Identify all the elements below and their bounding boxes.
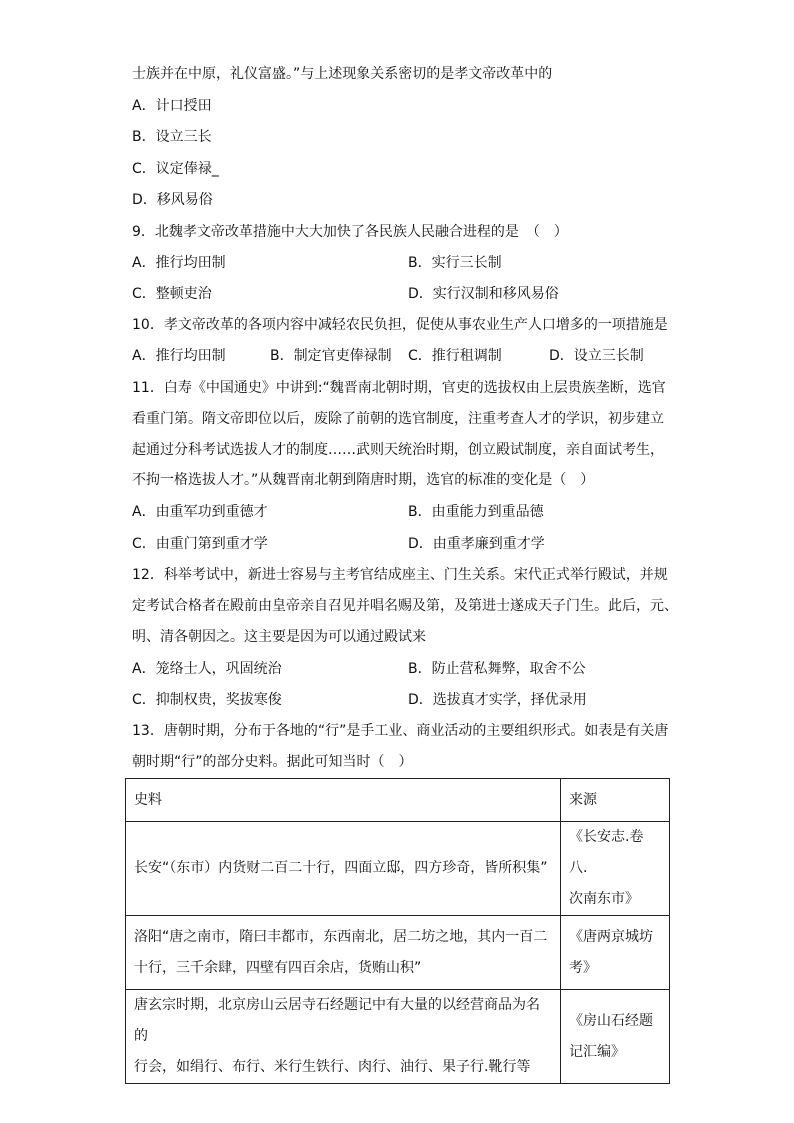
q8-option-b: B．设立三长 — [132, 129, 212, 145]
source-text-line: 十行，三千余肆，四壁有四百余店，货贿山积” — [134, 959, 422, 976]
question-12-stem-line1: 12．科举考试中，新进士容易与主考官结成座主、门生关系。宋代正式举行殿试，并规 — [132, 567, 668, 583]
q8-option-a: A．计口授田 — [132, 98, 212, 114]
origin-line: 记汇编》 — [569, 1043, 625, 1060]
source-text-line: 行会，如绢行、布行、米行生铁行、肉行、油行、果子行.靴行等 — [134, 1059, 531, 1075]
question-9-stem: 9．北魏孝文帝改革措施中大大加快了各民族人民融合进程的是 （ ） — [132, 224, 568, 240]
q8-option-c: C．议定俸禄_ — [132, 161, 219, 177]
q12-option-c: C．抑制权贵，奖拔寒俊 — [132, 692, 282, 708]
q10-option-d: D．设立三长制 — [549, 348, 644, 364]
q12-option-b: B．防止营私舞弊，取舍不公 — [408, 661, 586, 677]
question-10-stem: 10．孝文帝改革的各项内容中减轻农民负担，促使从事农业生产人口增多的一项措施是 — [132, 317, 668, 333]
question-8-stem-tail: 士族并在中原，礼仪富盛。”与上述现象关系密切的是孝文帝改革中的 — [132, 66, 553, 82]
question-11-stem-line3: 起通过分科考试选拔人才的制度……武则天统治时期，创立殿试制度，亲自面试考生， — [132, 442, 664, 458]
header-cell-origin: 来源 — [561, 779, 670, 822]
q11-option-d: D．由重孝廉到重才学 — [408, 536, 545, 552]
origin-line: 《长安志.卷八. — [569, 829, 644, 876]
q12-option-d: D．选拔真才实学，择优录用 — [408, 692, 587, 708]
question-12-stem-line3: 明、清各朝因之。这主要是因为可以通过殿试来 — [132, 629, 426, 645]
origin-line: 考》 — [569, 959, 597, 976]
source-text-cell — [126, 916, 561, 990]
q10-option-c: C．推行租调制 — [408, 348, 502, 364]
q11-option-c: C．由重门第到重才学 — [132, 536, 268, 552]
table-row — [126, 822, 670, 916]
origin-cell — [561, 990, 670, 1084]
table-row — [126, 916, 670, 990]
q9-option-d: D．实行汉制和移风易俗 — [408, 286, 559, 302]
question-12-stem-line2: 定考试合格者在殿前由皇帝亲自召见并唱名赐及第，及第进士遂成天子门生。此后，元、 — [132, 598, 678, 614]
header-cell-source-text: 史料 — [126, 779, 561, 822]
table-header-row — [126, 779, 670, 822]
origin-line: 《房山石经题 — [569, 1012, 653, 1029]
q10-option-a: A．推行均田制 — [132, 348, 226, 364]
q10-option-b: B．制定官吏俸禄制 — [270, 348, 392, 364]
q9-option-a: A．推行均田制 — [132, 255, 226, 271]
source-text-line: 长安“（东市）内货财二百二十行，四面立邸，四方珍奇，皆所积集” — [134, 860, 548, 876]
historical-sources-table — [125, 778, 670, 1084]
q11-option-a: A．由重军功到重德才 — [132, 504, 268, 520]
question-11-stem-line2: 看重门第。隋文帝即位以后，废除了前朝的选官制度，注重考查人才的学识，初步建立 — [132, 411, 664, 427]
source-text-cell — [126, 822, 561, 916]
table-row — [126, 990, 670, 1084]
origin-line: 《唐两京城坊 — [569, 928, 653, 945]
q9-option-b: B．实行三长制 — [408, 255, 502, 271]
origin-line: 次南东市》 — [569, 891, 639, 907]
origin-cell — [561, 916, 670, 990]
q12-option-a: A．笼络士人，巩固统治 — [132, 661, 282, 677]
question-13-stem-line2: 朝时期“行”的部分史料。据此可知当时（ ） — [132, 754, 413, 770]
source-text-line: 唐玄宗时期，北京房山云居寺石经题记中有大量的以经营商品为名的 — [134, 997, 540, 1044]
source-text-cell — [126, 990, 561, 1084]
question-11-stem-line4: 不拘一格选拔人才。”从魏晋南北朝到隋唐时期，选官的标准的变化是（ ） — [132, 472, 595, 488]
q11-option-b: B．由重能力到重品德 — [408, 504, 544, 520]
source-text-line: 洛阳“唐之南市，隋曰丰都市，东西南北，居二坊之地，其内一百二 — [134, 928, 548, 945]
q9-option-c: C．整顿吏治 — [132, 286, 212, 302]
q8-option-d: D．移风易俗 — [132, 192, 213, 208]
question-11-stem-line1: 11．白寿《中国通史》中讲到:“魏晋南北朝时期，官吏的选拔权由上层贵族垄断，选官 — [132, 380, 666, 396]
origin-cell — [561, 822, 670, 916]
question-13-stem-line1: 13．唐朝时期，分布于各地的“行”是手工业、商业活动的主要组织形式。如表是有关唐 — [132, 723, 669, 739]
